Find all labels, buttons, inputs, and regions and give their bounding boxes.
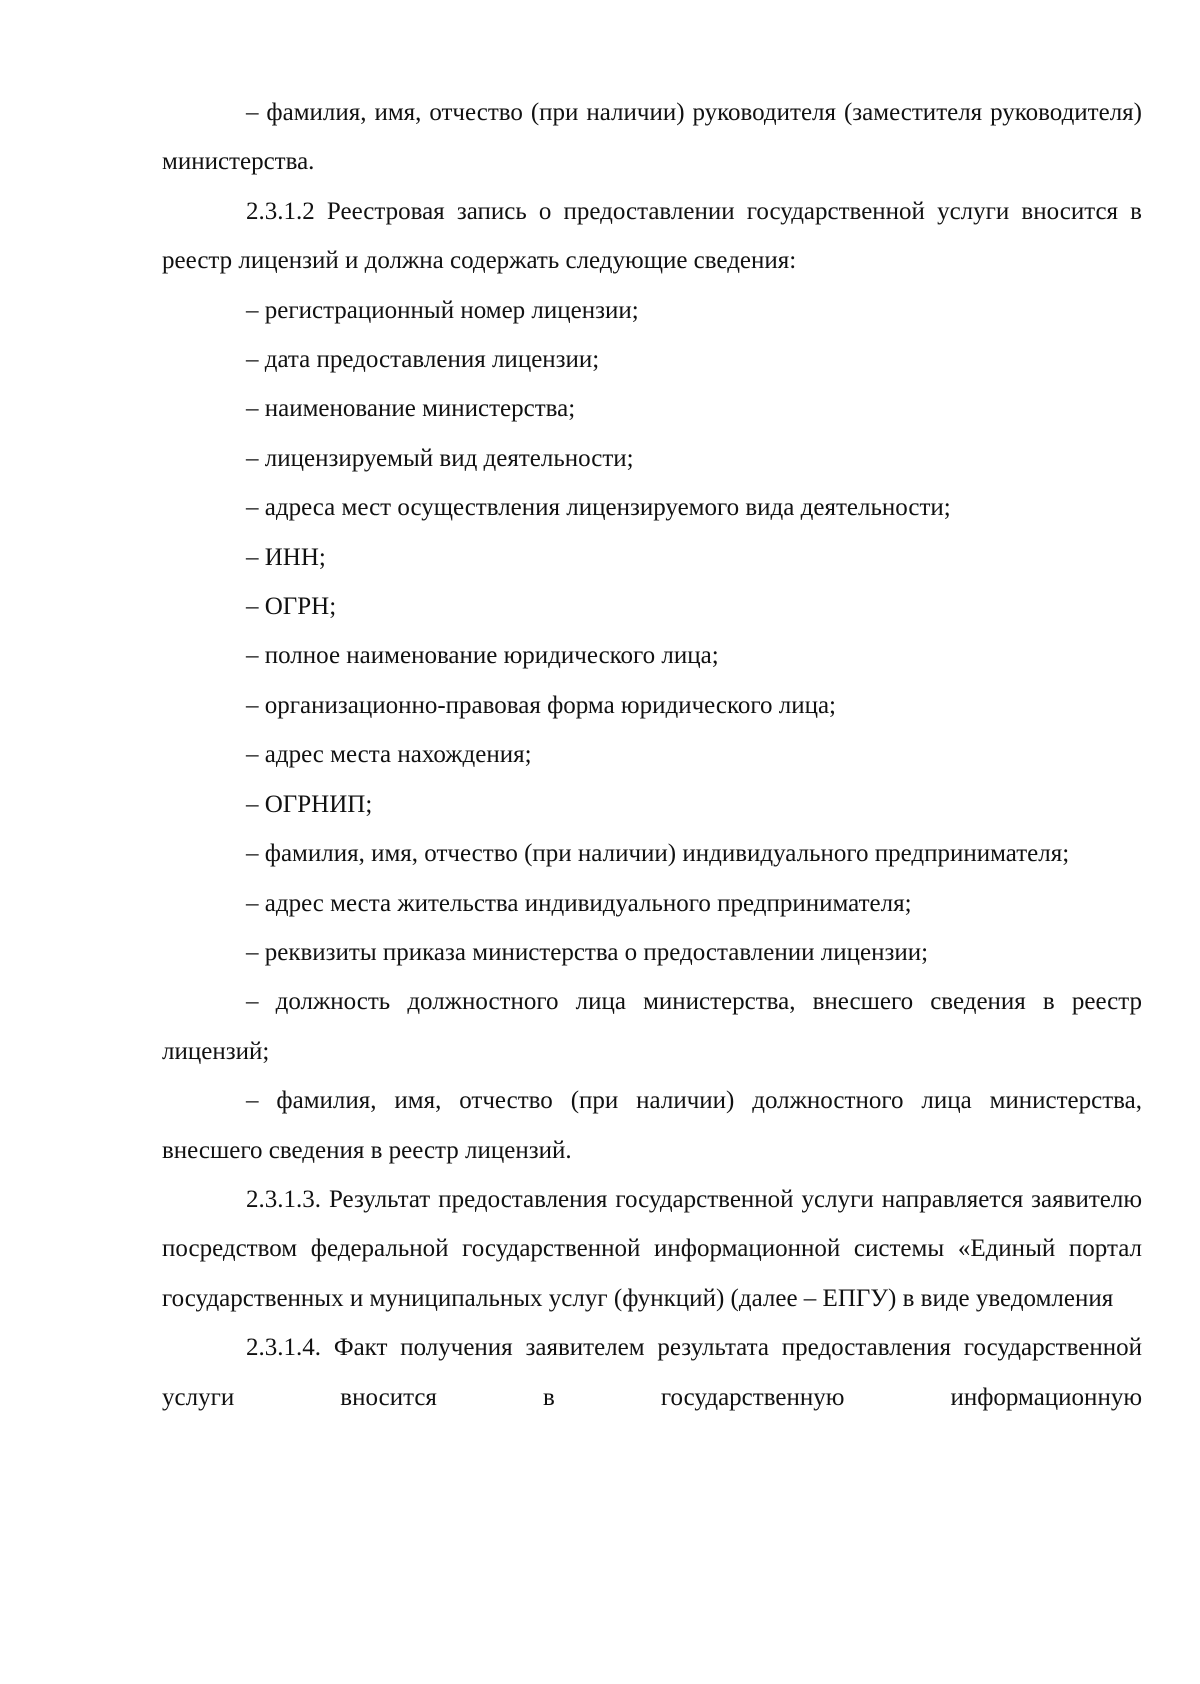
list-item-ogrn: – ОГРН; xyxy=(246,593,337,621)
list-item-official-position: – должность должностного лица министерства, внесшего сведения в реестр лицензий; xyxy=(162,988,1142,1065)
document-body xyxy=(162,88,1142,1422)
list-item-inn: – ИНН; xyxy=(246,543,326,571)
list-item-activity-addresses: – адреса мест осуществления лицензируемого вида деятельности; xyxy=(246,494,951,522)
list-item-date: – дата предоставления лицензии; xyxy=(246,346,600,374)
list-item-entrepreneur-fio: – фамилия, имя, отчество (при наличии) индивидуального предпринимателя; xyxy=(246,840,1070,868)
list-item-reg-number: – регистрационный номер лицензии; xyxy=(246,296,639,324)
list-item-full-name: – полное наименование юридического лица; xyxy=(246,642,719,670)
list-item-ogrnip: – ОГРНИП; xyxy=(246,790,373,818)
paragraph-2-3-1-3: 2.3.1.3. Результат предоставления государственной услуги направляется заявителю посредством федеральной государственной информационной системы «Единый портал государственных и муниципальных услуг (функций) (далее – ЕПГУ) в виде уведомления xyxy=(162,1185,1142,1312)
paragraph-2-3-1-2: 2.3.1.2 Реестровая запись о предоставлении государственной услуги вносится в реестр лицензий и должна содержать следующие сведения: xyxy=(162,197,1142,275)
list-item-activity-type: – лицензируемый вид деятельности; xyxy=(246,444,634,472)
list-item-entrepreneur-address: – адрес места жительства индивидуального предпринимателя; xyxy=(246,889,912,917)
paragraph-2-3-1-4: 2.3.1.4. Факт получения заявителем результата предоставления государственной услуги вносится в государственную информационную xyxy=(162,1334,1142,1411)
list-item-location-address: – адрес места нахождения; xyxy=(246,741,532,769)
list-item-ministry-name: – наименование министерства; xyxy=(246,395,576,423)
list-item-order-details: – реквизиты приказа министерства о предоставлении лицензии; xyxy=(246,938,929,966)
list-item-legal-form: – организационно-правовая форма юридического лица; xyxy=(246,691,836,719)
paragraph-head-fio: – фамилия, имя, отчество (при наличии) руководителя (заместителя руководителя) министерства. xyxy=(162,99,1142,176)
list-item-official-fio: – фамилия, имя, отчество (при наличии) должностного лица министерства, внесшего сведения в реестр лицензий. xyxy=(162,1087,1142,1164)
